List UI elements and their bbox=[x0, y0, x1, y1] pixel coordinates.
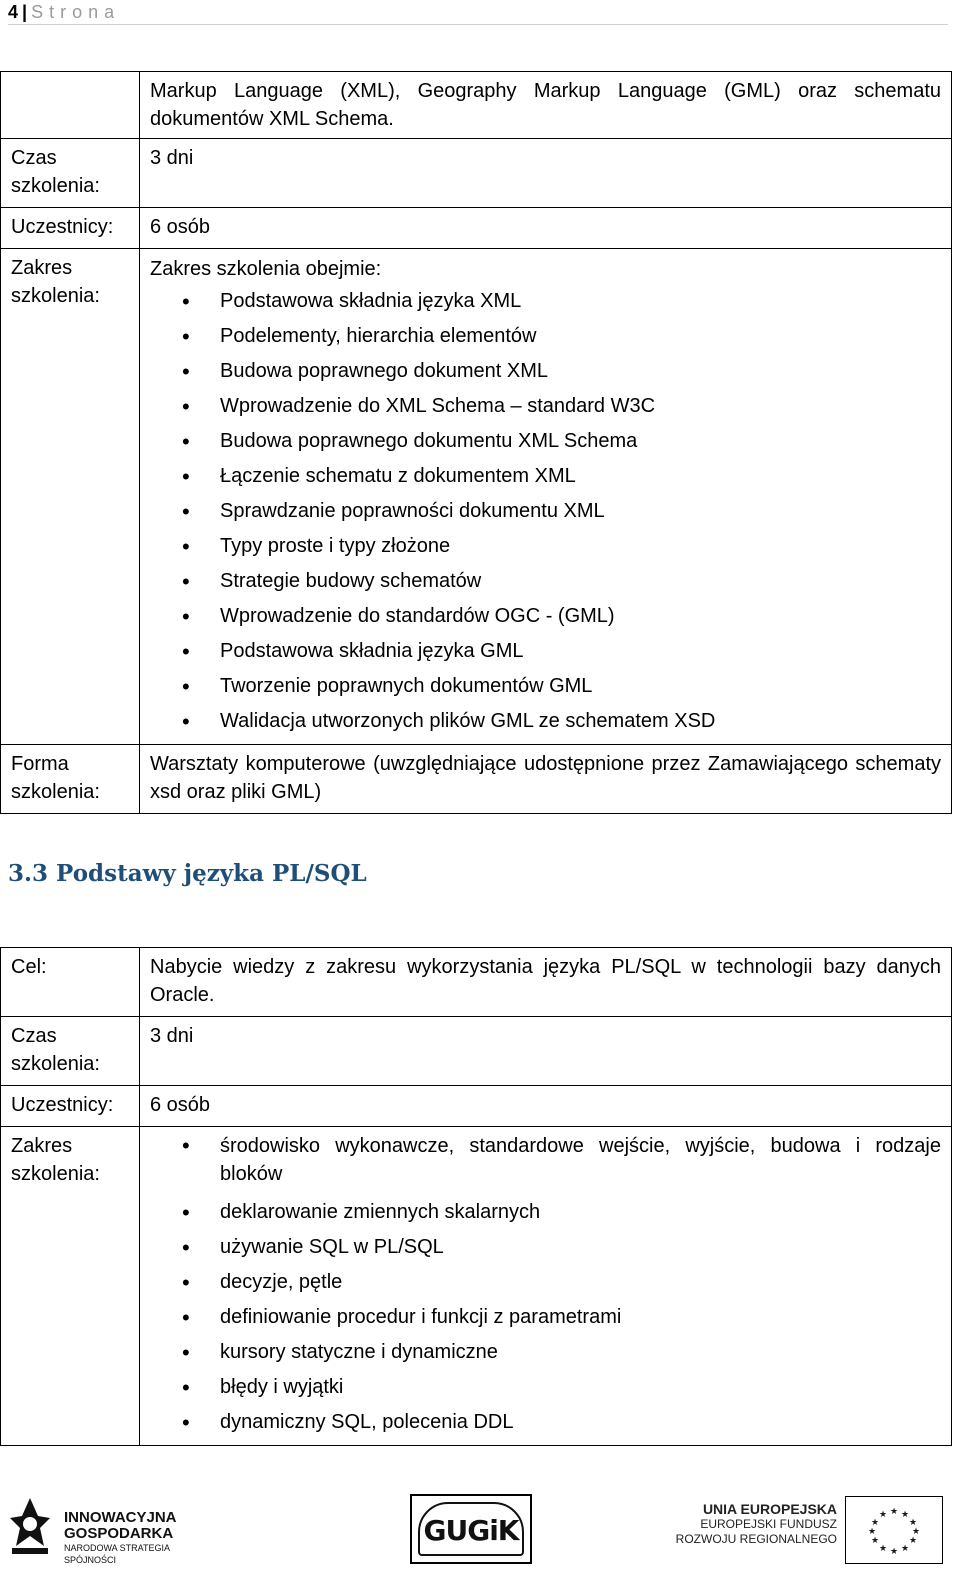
svg-text:★: ★ bbox=[889, 1547, 899, 1557]
list-item: • środowisko wykonawcze, standardowe wejście, wyjście, budowa i rodzaje bloków bbox=[220, 1132, 941, 1195]
list-item: • dynamiczny SQL, polecenia DDL bbox=[220, 1405, 941, 1440]
row-label: Cel: bbox=[1, 948, 140, 1017]
table-row bbox=[1, 208, 952, 249]
training-table-xml bbox=[0, 71, 952, 814]
list-item: • Strategie budowy schematów bbox=[220, 564, 941, 599]
table-row bbox=[1, 72, 952, 139]
list-item: • Podelementy, hierarchia elementów bbox=[220, 319, 941, 354]
list-item: • kursory statyczne i dynamiczne bbox=[220, 1335, 941, 1370]
page-header bbox=[8, 0, 120, 24]
scope-list bbox=[150, 284, 941, 739]
svg-text:★: ★ bbox=[878, 1544, 888, 1554]
list-item: • błędy i wyjątki bbox=[220, 1370, 941, 1405]
row-content: 6 osób bbox=[140, 208, 952, 249]
list-item: • decyzje, pętle bbox=[220, 1265, 941, 1300]
row-label: Uczestnicy: bbox=[1, 1086, 140, 1127]
row-content: 6 osób bbox=[140, 1086, 952, 1127]
ig-line3: NARODOWA STRATEGIA SPÓJNOŚCI bbox=[64, 1543, 170, 1565]
table-row bbox=[1, 139, 952, 208]
svg-text:★: ★ bbox=[900, 1510, 910, 1520]
row-content bbox=[140, 249, 952, 745]
section-title: 3.3 Podstawy języka PL/SQL bbox=[8, 860, 367, 887]
list-item: • Wprowadzenie do XML Schema – standard W3C bbox=[220, 389, 941, 424]
innowacyjna-gospodarka-logo bbox=[8, 1496, 208, 1565]
page-number: 4 bbox=[8, 2, 19, 22]
svg-text:★: ★ bbox=[889, 1507, 899, 1517]
svg-text:★: ★ bbox=[908, 1536, 918, 1546]
row-content bbox=[140, 1127, 952, 1446]
eu-text bbox=[672, 1502, 837, 1547]
svg-text:★: ★ bbox=[878, 1510, 888, 1520]
svg-text:★: ★ bbox=[870, 1518, 880, 1528]
row-content: Nabycie wiedzy z zakresu wykorzystania języka PL/SQL w technologii bazy danych Oracle. bbox=[140, 948, 952, 1017]
training-table-plsql bbox=[0, 947, 952, 1446]
table-row bbox=[1, 1086, 952, 1127]
table-row bbox=[1, 745, 952, 814]
list-item: • Typy proste i typy złożone bbox=[220, 529, 941, 564]
list-item: • definiowanie procedur i funkcji z parametrami bbox=[220, 1300, 941, 1335]
eu-stars-icon bbox=[846, 1497, 942, 1563]
footer-logos bbox=[0, 1490, 960, 1574]
table-row bbox=[1, 948, 952, 1017]
list-item: • Podstawowa składnia języka GML bbox=[220, 634, 941, 669]
ig-emblem-icon bbox=[8, 1496, 52, 1558]
eu-flag-icon bbox=[845, 1496, 943, 1564]
list-item: • Wprowadzenie do standardów OGC - (GML) bbox=[220, 599, 941, 634]
row-content: Markup Language (XML), Geography Markup Language (GML) oraz schematu dokumentów XML Schema. bbox=[140, 72, 952, 139]
row-content: Warsztaty komputerowe (uwzględniające udostępnione przez Zamawiającego schematy xsd oraz pliki GML) bbox=[140, 745, 952, 814]
list-item: • używanie SQL w PL/SQL bbox=[220, 1230, 941, 1265]
scope-list bbox=[150, 1132, 941, 1440]
svg-text:★: ★ bbox=[870, 1536, 880, 1546]
list-item: • Budowa poprawnego dokument XML bbox=[220, 354, 941, 389]
page-word: Strona bbox=[31, 2, 121, 22]
ig-line2: GOSPODARKA bbox=[64, 1525, 174, 1542]
list-item: • Łączenie schematu z dokumentem XML bbox=[220, 459, 941, 494]
list-item: • Walidacja utworzonych plików GML ze schematem XSD bbox=[220, 704, 941, 739]
row-label: Zakres szkolenia: bbox=[1, 1127, 140, 1446]
row-label bbox=[1, 72, 140, 139]
row-label: Forma szkolenia: bbox=[1, 745, 140, 814]
list-item: • deklarowanie zmiennych skalarnych bbox=[220, 1195, 941, 1230]
table-row bbox=[1, 1127, 952, 1446]
table-row bbox=[1, 1017, 952, 1086]
list-item: • Podstawowa składnia języka XML bbox=[220, 284, 941, 319]
header-separator: | bbox=[22, 2, 28, 22]
list-item: • Tworzenie poprawnych dokumentów GML bbox=[220, 669, 941, 704]
list-item: • Sprawdzanie poprawności dokumentu XML bbox=[220, 494, 941, 529]
row-label: Czas szkolenia: bbox=[1, 139, 140, 208]
scope-lead: Zakres szkolenia obejmie: bbox=[150, 258, 382, 280]
eu-line2: EUROPEJSKI FUNDUSZ bbox=[700, 1517, 837, 1531]
svg-text:★: ★ bbox=[908, 1518, 918, 1528]
row-content: 3 dni bbox=[140, 139, 952, 208]
eu-line3: ROZWOJU REGIONALNEGO bbox=[675, 1532, 837, 1546]
list-item: • Budowa poprawnego dokumentu XML Schema bbox=[220, 424, 941, 459]
gugik-text: GUGiK bbox=[423, 1514, 519, 1547]
row-label: Czas szkolenia: bbox=[1, 1017, 140, 1086]
header-rule bbox=[8, 24, 948, 25]
row-label: Zakres szkolenia: bbox=[1, 249, 140, 745]
svg-text:★: ★ bbox=[911, 1527, 921, 1537]
ig-line1: INNOWACYJNA bbox=[64, 1509, 177, 1526]
row-content: 3 dni bbox=[140, 1017, 952, 1086]
svg-text:★: ★ bbox=[900, 1544, 910, 1554]
gugik-logo bbox=[410, 1494, 532, 1564]
svg-text:★: ★ bbox=[867, 1527, 877, 1537]
eu-line1: UNIA EUROPEJSKA bbox=[702, 1501, 837, 1517]
table-row bbox=[1, 249, 952, 745]
row-label: Uczestnicy: bbox=[1, 208, 140, 249]
